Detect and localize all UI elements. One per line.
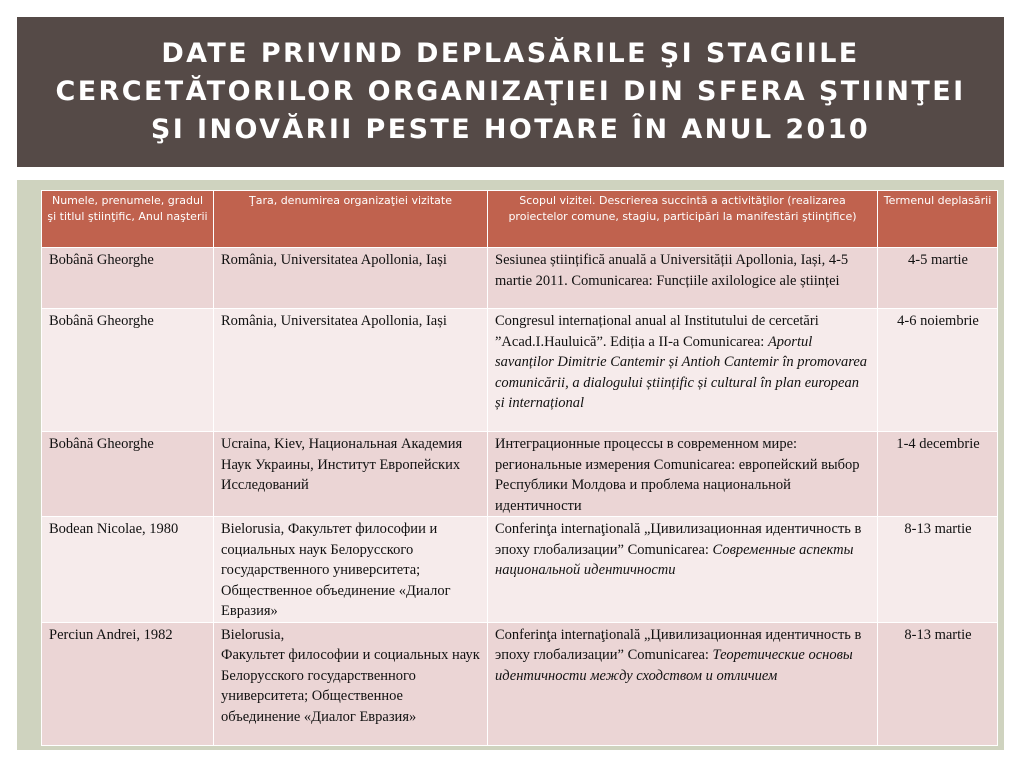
table-header-row bbox=[42, 191, 998, 248]
title-banner bbox=[17, 17, 1004, 167]
header-purpose: Scopul vizitei. Descrierea succintă a activităţilor (realizarea proiectelor comune, stagiu, participări la manifestări ştiinţifice) bbox=[488, 191, 878, 248]
header-organization: Ţara, denumirea organizaţiei vizitate bbox=[214, 191, 488, 248]
cell-name: Bobână Gheorghe bbox=[42, 248, 214, 309]
cell-purpose bbox=[488, 309, 878, 432]
cell-term: 8-13 martie bbox=[878, 517, 998, 623]
cell-name: Bodean Nicolae, 1980 bbox=[42, 517, 214, 623]
cell-name: Perciun Andrei, 1982 bbox=[42, 622, 214, 745]
purpose-text: Sesiunea științifică anuală a Universității Apollonia, Iași, 4-5 martie 2011. Comunicarea: Funcțiile axilologice ale științei bbox=[495, 252, 849, 289]
purpose-italic: Современные аспекты национальной идентичности bbox=[495, 541, 854, 578]
trips-table bbox=[41, 190, 998, 746]
purpose-text: Congresul internațional anual al Institutului de cercetări ”Acad.I.Hauluică”. Ediția a II-a Comunicarea: bbox=[495, 313, 819, 350]
cell-organization: Ucraina, Kiev, Национальная Академия Наук Украины, Институт Европейских Исследований bbox=[214, 432, 488, 517]
table-row bbox=[42, 432, 998, 517]
table-row bbox=[42, 622, 998, 745]
header-term: Termenul deplasării bbox=[878, 191, 998, 248]
cell-term: 1-4 decembrie bbox=[878, 432, 998, 517]
cell-term: 4-5 martie bbox=[878, 248, 998, 309]
cell-purpose bbox=[488, 432, 878, 517]
purpose-italic: Aportul savanților Dimitrie Cantemir și Antioh Cantemir în promovarea comunicării, a dialogului științific și cultural în plan european și internațional bbox=[495, 333, 868, 411]
purpose-text: Conferinţa internaţională „Цивилизационная идентичность в эпоху глобализации” Comunicarea: bbox=[495, 521, 862, 558]
header-name: Numele, prenumele, gradul şi titlul ştiinţific, Anul naşterii bbox=[42, 191, 214, 248]
slide-title: DATE PRIVIND DEPLASĂRILE ŞI STAGIILE CERCETĂTORILOR ORGANIZAŢIEI DIN SFERA ŞTIINŢEI ŞI INOVĂRII PESTE HOTARE ÎN ANUL 2010 bbox=[55, 38, 966, 145]
cell-name: Bobână Gheorghe bbox=[42, 432, 214, 517]
purpose-italic: Теоретические основы идентичности между сходством и отличием bbox=[495, 647, 853, 684]
cell-purpose bbox=[488, 248, 878, 309]
table-row bbox=[42, 517, 998, 623]
cell-name: Bobână Gheorghe bbox=[42, 309, 214, 432]
cell-organization: Bielorusia, Факультет философии и социальных наук Белорусского государственного университета; Общественное объединение «Диалог Евразия» bbox=[214, 622, 488, 745]
cell-organization: România, Universitatea Apollonia, Iași bbox=[214, 248, 488, 309]
cell-purpose bbox=[488, 517, 878, 623]
purpose-text: Conferinţa internaţională „Цивилизационная идентичность в эпоху глобализации” Comunicarea: bbox=[495, 626, 862, 663]
table-row bbox=[42, 309, 998, 432]
cell-organization: România, Universitatea Apollonia, Iași bbox=[214, 309, 488, 432]
cell-purpose bbox=[488, 622, 878, 745]
cell-organization: Bielorusia, Факультет философии и социальных наук Белорусского государственного университета; Общественное объединение «Диалог Евразия» bbox=[214, 517, 488, 623]
purpose-text: Интеграционные процессы в современном мире: региональные измерения Comunicarea: европейский выбор Республики Молдова и проблема национальной идентичности bbox=[495, 436, 860, 514]
cell-term: 4-6 noiembrie bbox=[878, 309, 998, 432]
cell-term: 8-13 martie bbox=[878, 622, 998, 745]
table-row bbox=[42, 248, 998, 309]
table-container bbox=[41, 190, 997, 741]
